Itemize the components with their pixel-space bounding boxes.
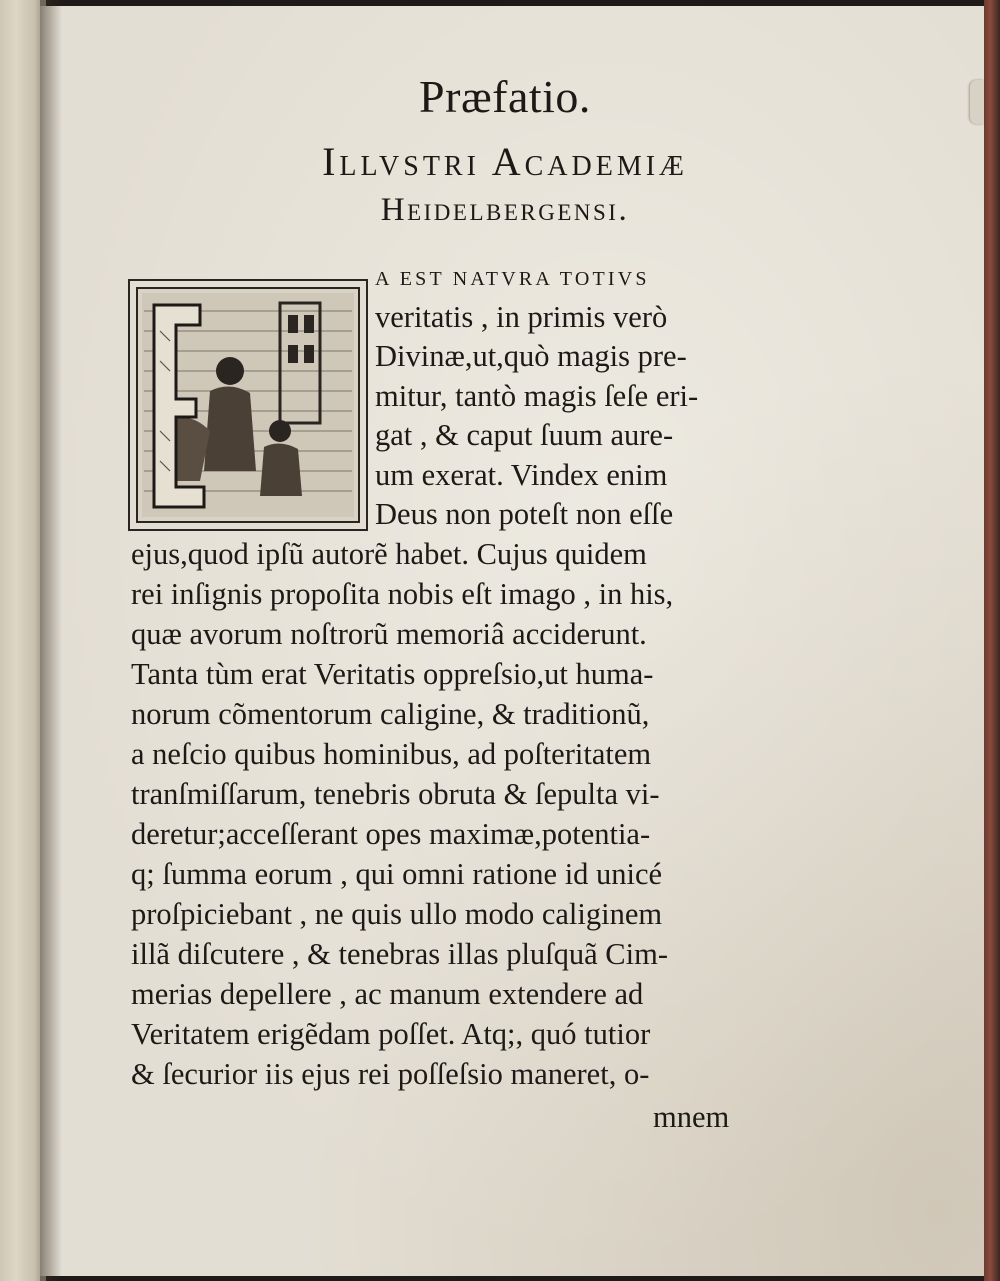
body-line-7: tranſmiſſarum, tenebris obruta & ſepulta vi-	[131, 777, 660, 811]
body-line-11: illã diſcutere , & tenebras illas pluſquã Cim-	[131, 937, 668, 971]
body-line-9: q; ſumma eorum , qui omni ratione id unicé	[131, 857, 663, 891]
inset-line-5: gat , & caput ſuum aure-	[375, 418, 674, 452]
inset-line-2: veritatis , in primis verò	[375, 300, 668, 334]
body-line-2: rei inſignis propoſita nobis eſt imago , in his,	[131, 577, 674, 611]
woodcut-initial-e	[128, 279, 368, 531]
body-line-3: quæ avorum noſtrorũ memoriâ acciderunt.	[131, 617, 647, 651]
page-title: Præfatio.	[419, 71, 591, 122]
body-line-13: Veritatem erigẽdam poſſet. Atq;, quó tutior	[131, 1017, 651, 1051]
inset-line-1: A EST NATVRA TOTIVS	[375, 268, 650, 290]
body-line-10: proſpiciebant , ne quis ullo modo caliginem	[131, 897, 663, 931]
body-line-8: deretur;acceſſerant opes maximæ,potentia-	[131, 817, 651, 851]
body-line-14: & ſecurior iis ejus rei poſſeſsio maneret, o-	[131, 1057, 650, 1091]
dedication-heading-line2: Heidelbergensi.	[380, 192, 630, 228]
body-line-4: Tanta tùm erat Veritatis oppreſsio,ut huma-	[131, 657, 654, 691]
inset-line-6: um exerat. Vindex enim	[375, 458, 668, 492]
body-line-1: ejus,quod ipſũ autorẽ habet. Cujus quidem	[131, 537, 647, 571]
body-line-6: a neſcio quibus hominibus, ad poſteritatem	[131, 737, 652, 771]
inset-line-3: Divinæ,ut,quò magis pre-	[375, 339, 687, 373]
body-line-5: norum cõmentorum caligine, & traditionũ,	[131, 697, 650, 731]
inset-line-4: mitur, tantò magis ſeſe eri-	[375, 379, 699, 413]
page-gutter-shadow	[40, 0, 62, 1281]
woodcut-illustration	[130, 281, 366, 529]
catchword: mnem	[653, 1100, 730, 1134]
inset-line-7: Deus non poteſt non eſſe	[375, 497, 674, 531]
dedication-heading-line1: Illvstri Academiæ	[322, 139, 688, 184]
body-line-12: merias depellere , ac manum extendere ad	[131, 977, 644, 1011]
